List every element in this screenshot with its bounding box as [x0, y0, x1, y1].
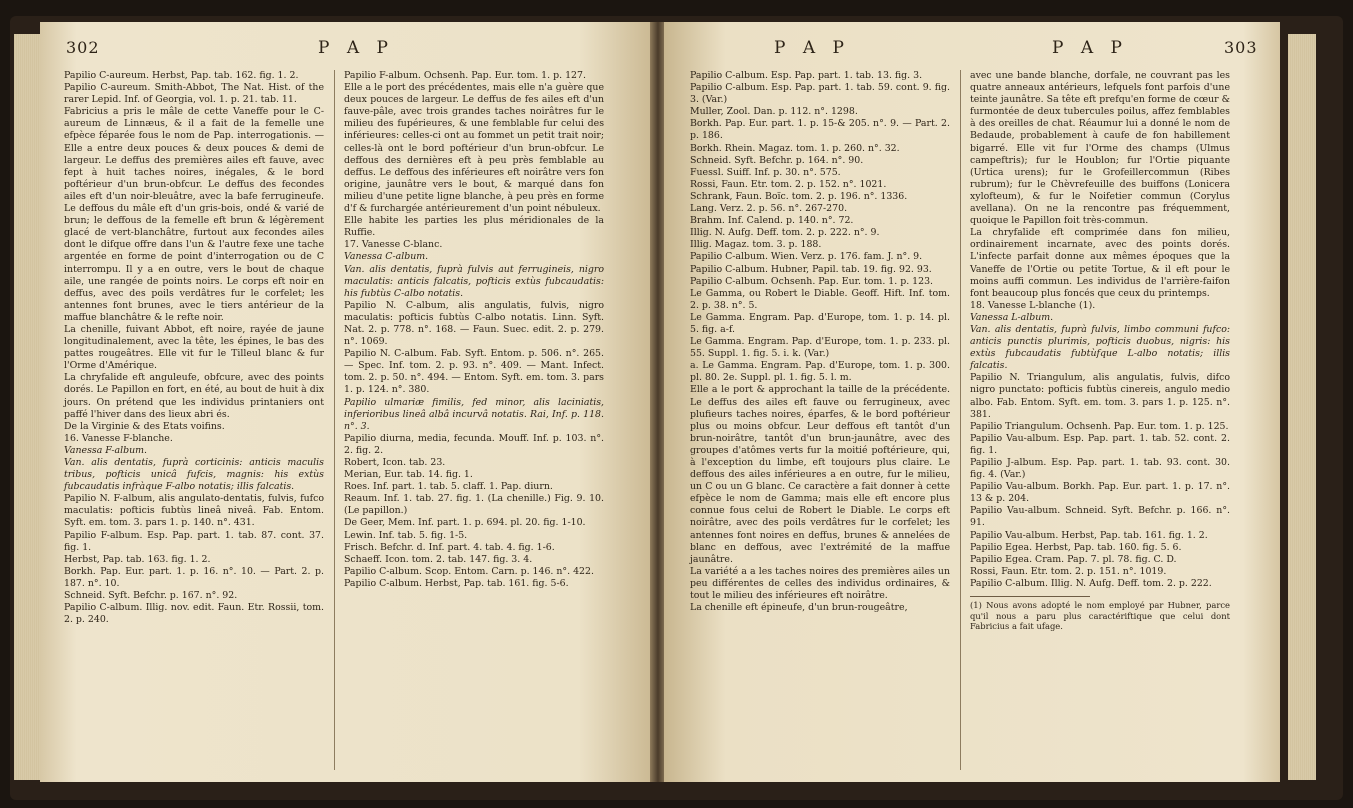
paragraph: De Geer, Mem. Inf. part. 1. p. 694. pl. 20. fig. 1-10. — [344, 517, 586, 529]
paragraph: Muller, Zool. Dan. p. 112. n°. 1298. — [690, 106, 858, 118]
paragraph: Elle a le port des précédentes, mais elle n'a guère que deux pouces de largeur. Le deffus de fes ailes eft d'un fauve-pâle, avec trois grandes taches noirâtres fur le milieu des fupérieures, & une femblable fur celui des inférieures: celles-ci ont au fommet un petit trait noir; celles-là ont le bord poftérieur d'un brun-obfcur. Le deffous des dernières eft à peu près femblable au deffus. Le deffous des inférieures eft noirâtre vers fon origine, jaunâtre vers le bout, & marqué dans fon milieu d'une petite ligne blanche, à peu près en forme d'f & furchargée antérieurement d'un point nébuleux. — [344, 82, 604, 215]
paragraph: Le Gamma. Engram. Pap. d'Europe, tom. 1. p. 14. pl. 5. fig. a-f. — [690, 311, 950, 335]
running-head-right-2: P A P — [1052, 38, 1128, 58]
left-page-header — [40, 34, 652, 64]
paragraph: Papilio C-aureum. Herbst, Pap. tab. 162. fig. 1. 2. — [64, 70, 299, 81]
running-head-left: P A P — [318, 38, 394, 58]
paragraph: Papilio C-album. Scop. Entom. Carn. p. 146. n°. 422. — [344, 565, 594, 577]
paragraph: Papilio Vau-album. Esp. Pap. part. 1. tab. 52. cont. 2. fig. 1. — [970, 432, 1230, 456]
paragraph: Papilio C-album. Illig. nov. edit. Faun. Etr. Rossii, tom. 2. p. 240. — [64, 602, 324, 626]
page-number-left: 302 — [66, 38, 100, 57]
section-heading: 16. Vanesse F-blanche. — [64, 432, 173, 444]
page-edges-left — [14, 34, 42, 780]
column-rule-left — [334, 70, 335, 770]
footnote: (1) Nous avons adopté le nom employé par Hubner, parce qu'il nous a paru plus caractériftique que celui dont Fabricius a fait ufage. — [970, 600, 1230, 632]
paragraph: Papilio F-album. Esp. Pap. part. 1. tab. 87. cont. 37. fig. 1. — [64, 529, 324, 553]
paragraph: Van. alis dentatis, fuprà fulvis aut ferrugineis, nigro maculatis: anticis falcatis, pofticis extùs fubcaudatis: his fubtùs C-albo notatis. — [344, 263, 604, 299]
right-page-column-2 — [970, 70, 1230, 632]
paragraph: Rossi, Faun. Etr. tom. 2. p. 151. n°. 1019. — [970, 565, 1167, 577]
paragraph: Le Gamma. Engram. Pap. d'Europe, tom. 1. p. 233. pl. 55. Suppl. 1. fig. 5. i. k. (Var.) — [690, 336, 950, 360]
page-edges-right — [1288, 34, 1316, 780]
paragraph: Papilio N. F-album, alis angulato-dentatis, fulvis, fufco maculatis: pofticis fubtùs lineâ niveâ. Fab. Entom. Syft. em. tom. 3. pars 1. p. 140. n°. 431. — [64, 493, 324, 529]
paragraph: Papilio Vau-album. Herbst, Pap. tab. 161. fig. 1. 2. — [970, 529, 1208, 541]
paragraph: Frisch. Befchr. d. Inf. part. 4. tab. 4. fig. 1-6. — [344, 541, 555, 553]
paragraph: Elle habite les parties les plus méridionales de la Ruffie. — [344, 215, 604, 239]
paragraph: La chryfalide eft comprimée dans fon milieu, ordinairement incarnate, avec des points dorés. L'infecte parfait donne aux mêmes époques que la Vaneffe de l'Ortie ou petite Tortue, & il eft pour le moins auffi commun. Les individus de l'arrière-faifon font beaucoup plus foncés que ceux du printemps. — [970, 227, 1230, 299]
paragraph: Papilio C-album. Hubner, Papil. tab. 19. fig. 92. 93. — [690, 263, 932, 275]
paragraph: Schaeff. Icon. tom. 2. tab. 147. fig. 3. 4. — [344, 553, 533, 565]
right-page-column-1 — [690, 70, 950, 614]
paragraph: Papilio C-album. Ochsenh. Pap. Eur. tom. 1. p. 123. — [690, 275, 934, 287]
left-page-column-2 — [344, 70, 604, 590]
paragraph: Papilio C-aureum. Smith-Abbot, The Nat. Hist. of the rarer Lepid. Inf. of Georgia, vol. 1. p. 21. tab. 11. — [64, 82, 324, 106]
left-page — [40, 22, 652, 782]
paragraph: Reaum. Inf. 1. tab. 27. fig. 1. (La chenille.) Fig. 9. 10. (Le papillon.) — [344, 493, 604, 517]
paragraph: Illig. N. Aufg. Deff. tom. 2. p. 222. n°. 9. — [690, 227, 880, 239]
paragraph: Schneid. Syft. Befchr. p. 167. n°. 92. — [64, 590, 238, 602]
paragraph: Papilio diurna, media, fecunda. Mouff. Inf. p. 103. n°. 2. fig. 2. — [344, 432, 604, 456]
paragraph: Papilio F-album. Ochsenh. Pap. Eur. tom. 1. p. 127. — [344, 70, 586, 81]
paragraph: Papilio N. Triangulum, alis angulatis, fulvis, difco nigro punctato: pofticis fubtùs cinereis, angulo medio albo. Fab. Entom. Syft. em. tom. 3. pars 1. p. 125. n°. 381. — [970, 372, 1230, 420]
paragraph: Papilio Vau-album. Borkh. Pap. Eur. part. 1. p. 17. n°. 13 & p. 204. — [970, 481, 1230, 505]
paragraph: Borkh. Pap. Eur. part. 1. p. 15-& 205. n°. 9. — Part. 2. p. 186. — [690, 118, 950, 142]
paragraph: Papilio N. C-album, alis angulatis, fulvis, nigro maculatis: pofticis fubtùs C-albo notatis. Linn. Syft. Nat. 2. p. 778. n°. 168. — Faun. Suec. edit. 2. p. 279. n°. 1069. — [344, 299, 604, 348]
paragraph: Borkh. Rhein. Magaz. tom. 1. p. 260. n°. 32. — [690, 142, 900, 154]
paragraph: La chryfalide eft anguleufe, obfcure, avec des points dorés. Le Papillon en fort, en été, au bout de huit à dix jours. On prétend que les individus printaniers ont paffé l'hiver dans des lieux abri és. — [64, 372, 324, 420]
paragraph: Papilio J-album. Esp. Pap. part. 1. tab. 93. cont. 30. fig. 4. (Var.) — [970, 457, 1230, 481]
footnote-divider — [970, 596, 1090, 597]
paragraph: Robert, Icon. tab. 23. — [344, 457, 446, 468]
paragraph: La chenille eft épineufe, d'un brun-rougeâtre, — [690, 602, 908, 614]
paragraph: Papilio C-album. Esp. Pap. part. 1. tab. 13. fig. 3. — [690, 70, 923, 81]
paragraph: Schneid. Syft. Befchr. p. 164. n°. 90. — [690, 154, 864, 166]
paragraph: a. Le Gamma. Engram. Pap. d'Europe, tom. 1. p. 300. pl. 80. 2e. Suppl. pl. 1. fig. 5. l. m. — [690, 360, 950, 384]
paragraph: Illig. Magaz. tom. 3. p. 188. — [690, 239, 822, 251]
paragraph: Papilio C-album. Herbst, Pap. tab. 161. fig. 5-6. — [344, 577, 569, 589]
paragraph: Papilio C-album. Esp. Pap. part. 1. tab. 59. cont. 9. fig. 3. (Var.) — [690, 82, 950, 106]
paragraph: Van. alis dentatis, fuprà fulvis, limbo communi fufco: anticis punctis plurimis, pofticis duobus, nigris: his extùs fubcaudatis fubtùfque L-albo notatis; illis falcatis. — [970, 323, 1230, 372]
paragraph: Le Gamma, ou Robert le Diable. Geoff. Hift. Inf. tom. 2. p. 38. n°. 5. — [690, 287, 950, 311]
paragraph: Elle a le port & approchant la taille de la précédente. Le deffus des ailes eft fauve ou ferrugineux, avec plufieurs taches noires, éparfes, & le bord poftérieur plus ou moins obfcur. Leur deffous eft tantôt d'un brun-noirâtre, tantôt d'un brun-jaunâtre, avec des groupes d'atômes verts fur la moitié poftérieure, qui, à l'exception du limbe, eft toujours plus claire. Le deffous des ailes inférieures a en outre, fur le milieu, un C ou un G blanc. Ce caractère a fait donner à cette efpèce le nom de Gamma; mais elle eft encore plus connue fous celui de Robert le Diable. Le corps eft noirâtre, avec des poils verdâtres fur le corfelet; les antennes font noires en deffus, brunes & annelées de blanc en deffous, avec l'extrémité de la maffue jaunâtre. — [690, 384, 950, 565]
left-page-column-1 — [64, 70, 324, 626]
paragraph: Fuessl. Suiff. Inf. p. 30. n°. 575. — [690, 166, 841, 178]
right-page — [664, 22, 1280, 782]
paragraph: Papilio ulmariæ fimilis, fed minor, alis laciniatis, inferioribus lineâ albâ incurvâ notatis. Rai, Inf. p. 118. n°. 3. — [344, 396, 604, 432]
species-name: Vanessa C-album. — [344, 251, 429, 263]
paragraph: Papilio Triangulum. Ochsenh. Pap. Eur. tom. 1. p. 125. — [970, 420, 1229, 432]
paragraph: Borkh. Pap. Eur. part. 1. p. 16. n°. 10. — Part. 2. p. 187. n°. 10. — [64, 565, 324, 589]
species-name: Vanessa L-album. — [970, 311, 1054, 323]
paragraph: Rossi, Faun. Etr. tom. 2. p. 152. n°. 1021. — [690, 178, 887, 190]
right-page-header — [664, 34, 1280, 64]
paragraph: Brahm. Inf. Calend. p. 140. n°. 72. — [690, 215, 854, 227]
section-heading: 17. Vanesse C-blanc. — [344, 239, 443, 251]
paragraph: Schrank, Faun. Boïc. tom. 2. p. 196. n°. 1336. — [690, 190, 908, 202]
paragraph: Fabricius a pris le mâle de cette Vaneffe pour le C-aureum de Linnæus, & il a fait de la femelle une efpèce féparée fous le nom de Pap. interrogationis. — Elle a entre deux pouces & deux pouces & demi de largeur. Le deffus des premières ailes eft fauve, avec fept à huit taches noires, inégales, & le bord poftérieur d'un brun-obfcur. Le deffus des fecondes ailes eft d'un noir-bleuâtre, avec la bafe ferrugineufe. Le deffous du mâle eft d'un gris-bois, ondé & varié de brun; le deffous de la femelle eft brun & légèrement glacé de vert-blanchâtre, furtout aux fecondes ailes dont le difque offre dans l'un & l'autre fexe une tache argentée en forme de point d'interrogation ou de C interrompu. Il y a en outre, vers le bout de chaque aile, une rangée de points noirs. Le corps eft noir en deffus, avec des poils verdâtres fur le corfelet; les antennes font brunes, avec le tiers antérieur de la maffue blanchâtre & le refte noir. — [64, 106, 324, 323]
paragraph: La chenille, fuivant Abbot, eft noire, rayée de jaune longitudinalement, avec la tête, les épines, le bas des pattes rougeâtres. Elle vit fur le Tilleul blanc & fur l'Orme d'Amérique. — [64, 323, 324, 372]
paragraph: Herbst, Pap. tab. 163. fig. 1. 2. — [64, 553, 211, 565]
paragraph: Papilio Egea. Cram. Pap. 7. pl. 78. fig. C. D. — [970, 553, 1177, 565]
paragraph: Papilio C-album. Wien. Verz. p. 176. fam. J. n°. 9. — [690, 251, 923, 263]
paragraph: Papilio C-album. Illig. N. Aufg. Deff. tom. 2. p. 222. — [970, 577, 1212, 589]
section-heading: 18. Vanesse L-blanche (1). — [970, 299, 1096, 311]
paragraph: Lang. Verz. 2. p. 56. n°. 267-270. — [690, 203, 848, 215]
paragraph: Papilio N. C-album. Fab. Syft. Entom. p. 506. n°. 265. — Spec. Inf. tom. 2. p. 93. n°. 409. — Mant. Infect. tom. 2. p. 50. n°. 494. — Entom. Syft. em. tom. 3. pars 1. p. 124. n°. 380. — [344, 348, 604, 396]
running-head-right-1: P A P — [774, 38, 850, 58]
paragraph: Papilio Vau-album. Schneid. Syft. Befchr. p. 166. n°. 91. — [970, 505, 1230, 529]
paragraph: Roes. Inf. part. 1. tab. 5. claff. 1. Pap. diurn. — [344, 481, 553, 493]
paragraph: Van. alis dentatis, fuprà corticinis: anticis maculis tribus, pofticis unicâ fufcis, magnis: his extùs fubcaudatis infràque F-albo notatis; illis falcatis. — [64, 457, 324, 493]
paragraph: Papilio Egea. Herbst, Pap. tab. 160. fig. 5. 6. — [970, 541, 1182, 553]
paragraph: La variété a a les taches noires des premières ailes un peu différentes de celles des individus ordinaires, & tout le milieu des inférieures eft noirâtre. — [690, 565, 950, 602]
paragraph: avec une bande blanche, dorfale, ne couvrant pas les quatre anneaux antérieurs, lefquels font parfois d'une teinte jaunâtre. Sa tête eft prefqu'en forme de cœur & furmontée de deux tubercules poilus, affez femblables à des oreilles de chat. Réaumur lui a donné le nom de Bedaude, probablement à caufe de fon habillement bigarré. Elle vit fur l'Orme des champs (Ulmus campeftris); fur le Houblon; fur l'Ortie piquante (Urtica urens); fur le Grofeillercommun (Ribes rubrum); fur le Chèvrefeuille des buiffons (Lonicera xylofteum), & fur le Noifetier commun (Corylus avellana). On ne la rencontre pas fréquemment, quoique le Papillon foit très-commun. — [970, 70, 1230, 227]
paragraph: Merian, Eur. tab. 14. fig. 1. — [344, 469, 473, 481]
paragraph: Lewin. Inf. tab. 5. fig. 1-5. — [344, 529, 468, 541]
page-number-right: 303 — [1224, 38, 1258, 57]
species-name: Vanessa F-album. — [64, 444, 148, 456]
column-rule-right — [960, 70, 961, 770]
paragraph: De la Virginie & des Etats voifins. — [64, 420, 225, 432]
